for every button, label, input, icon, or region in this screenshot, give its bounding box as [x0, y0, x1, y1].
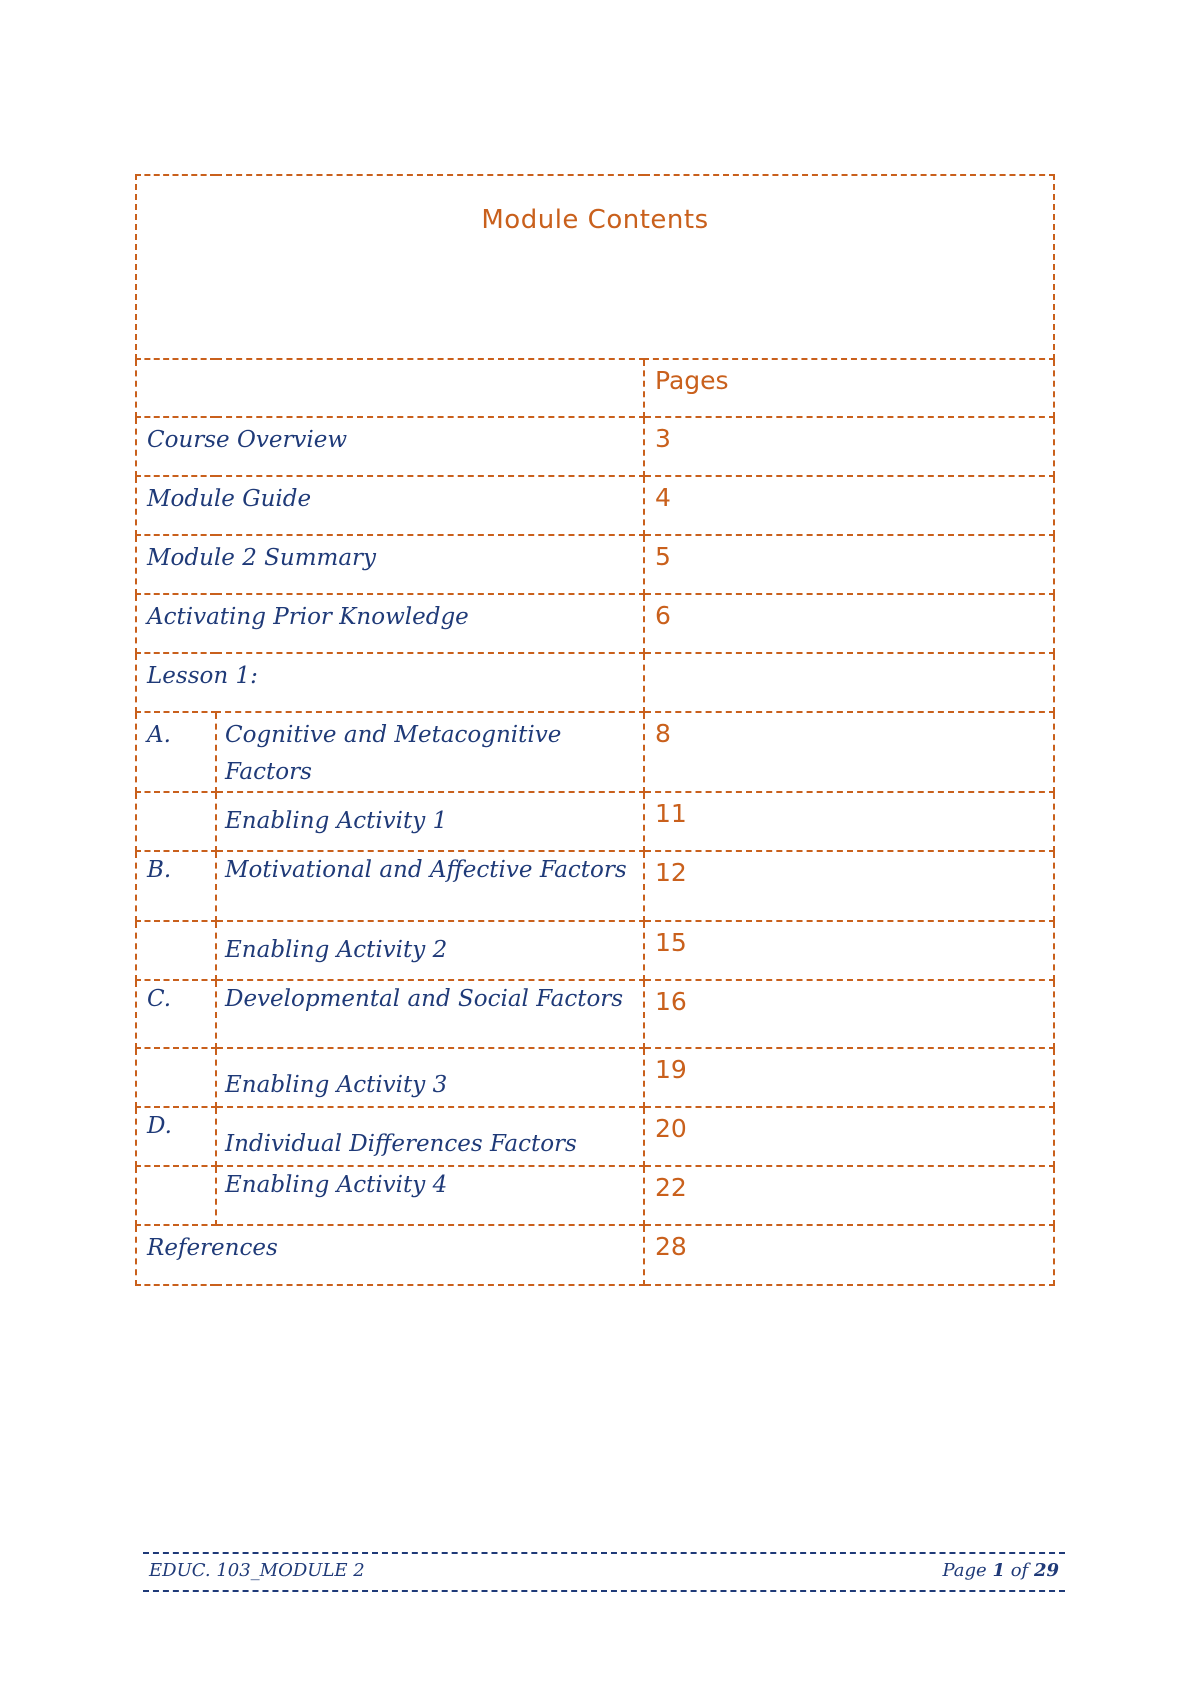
entry-label: Activating Prior Knowledge [136, 594, 644, 653]
entry-page: 4 [644, 476, 1054, 535]
footer-course-code: EDUC. 103_MODULE 2 [149, 1560, 365, 1581]
entry-letter: D. [136, 1107, 216, 1166]
entry-page: 28 [644, 1225, 1054, 1285]
entry-label: References [136, 1225, 644, 1285]
entry-letter [136, 921, 216, 980]
footer-page-number [942, 1560, 1059, 1581]
entry-letter: A. [136, 712, 216, 792]
table-row [136, 921, 1054, 980]
entry-page: 12 [644, 851, 1054, 921]
header-blank-cell [136, 359, 644, 417]
footer-page-current: 1 [992, 1560, 1005, 1581]
table-row [136, 980, 1054, 1048]
entry-label: Module Guide [136, 476, 644, 535]
title-row [136, 175, 1054, 359]
entry-label: Course Overview [136, 417, 644, 476]
pages-header: Pages [644, 359, 1054, 417]
entry-label: Enabling Activity 3 [216, 1048, 644, 1107]
page-footer [143, 1552, 1065, 1592]
entry-letter: C. [136, 980, 216, 1048]
table-row [136, 535, 1054, 594]
entry-letter [136, 1048, 216, 1107]
table-row [136, 712, 1054, 792]
table-row [136, 1166, 1054, 1225]
table-row [136, 851, 1054, 921]
entry-label: Individual Differences Factors [216, 1107, 644, 1166]
entry-label: Lesson 1: [136, 653, 644, 712]
entry-page: 19 [644, 1048, 1054, 1107]
entry-page: 22 [644, 1166, 1054, 1225]
header-row [136, 359, 1054, 417]
entry-page: 15 [644, 921, 1054, 980]
module-contents-table [135, 174, 1055, 1286]
entry-page: 16 [644, 980, 1054, 1048]
entry-letter: B. [136, 851, 216, 921]
table-row [136, 1048, 1054, 1107]
table-row [136, 476, 1054, 535]
entry-page: 8 [644, 712, 1054, 792]
table-row [136, 594, 1054, 653]
table-row [136, 1225, 1054, 1285]
footer-page-word: Page [942, 1560, 987, 1581]
entry-label: Enabling Activity 2 [216, 921, 644, 980]
table-row [136, 1107, 1054, 1166]
entry-page: 11 [644, 792, 1054, 851]
entry-page: 3 [644, 417, 1054, 476]
table-row [136, 417, 1054, 476]
entry-page: 6 [644, 594, 1054, 653]
entry-page [644, 653, 1054, 712]
table-title: Module Contents [136, 175, 1054, 359]
entry-label: Developmental and Social Factors [216, 980, 644, 1048]
entry-label: Motivational and Affective Factors [216, 851, 644, 921]
entry-letter [136, 1166, 216, 1225]
entry-letter [136, 792, 216, 851]
entry-label: Enabling Activity 4 [216, 1166, 644, 1225]
footer-of-word: of [1010, 1560, 1029, 1581]
entry-label: Cognitive and Metacognitive Factors [216, 712, 644, 792]
entry-page: 20 [644, 1107, 1054, 1166]
footer-page-total: 29 [1033, 1560, 1059, 1581]
entry-page: 5 [644, 535, 1054, 594]
table-row [136, 792, 1054, 851]
table-row [136, 653, 1054, 712]
entry-label: Enabling Activity 1 [216, 792, 644, 851]
entry-label: Module 2 Summary [136, 535, 644, 594]
